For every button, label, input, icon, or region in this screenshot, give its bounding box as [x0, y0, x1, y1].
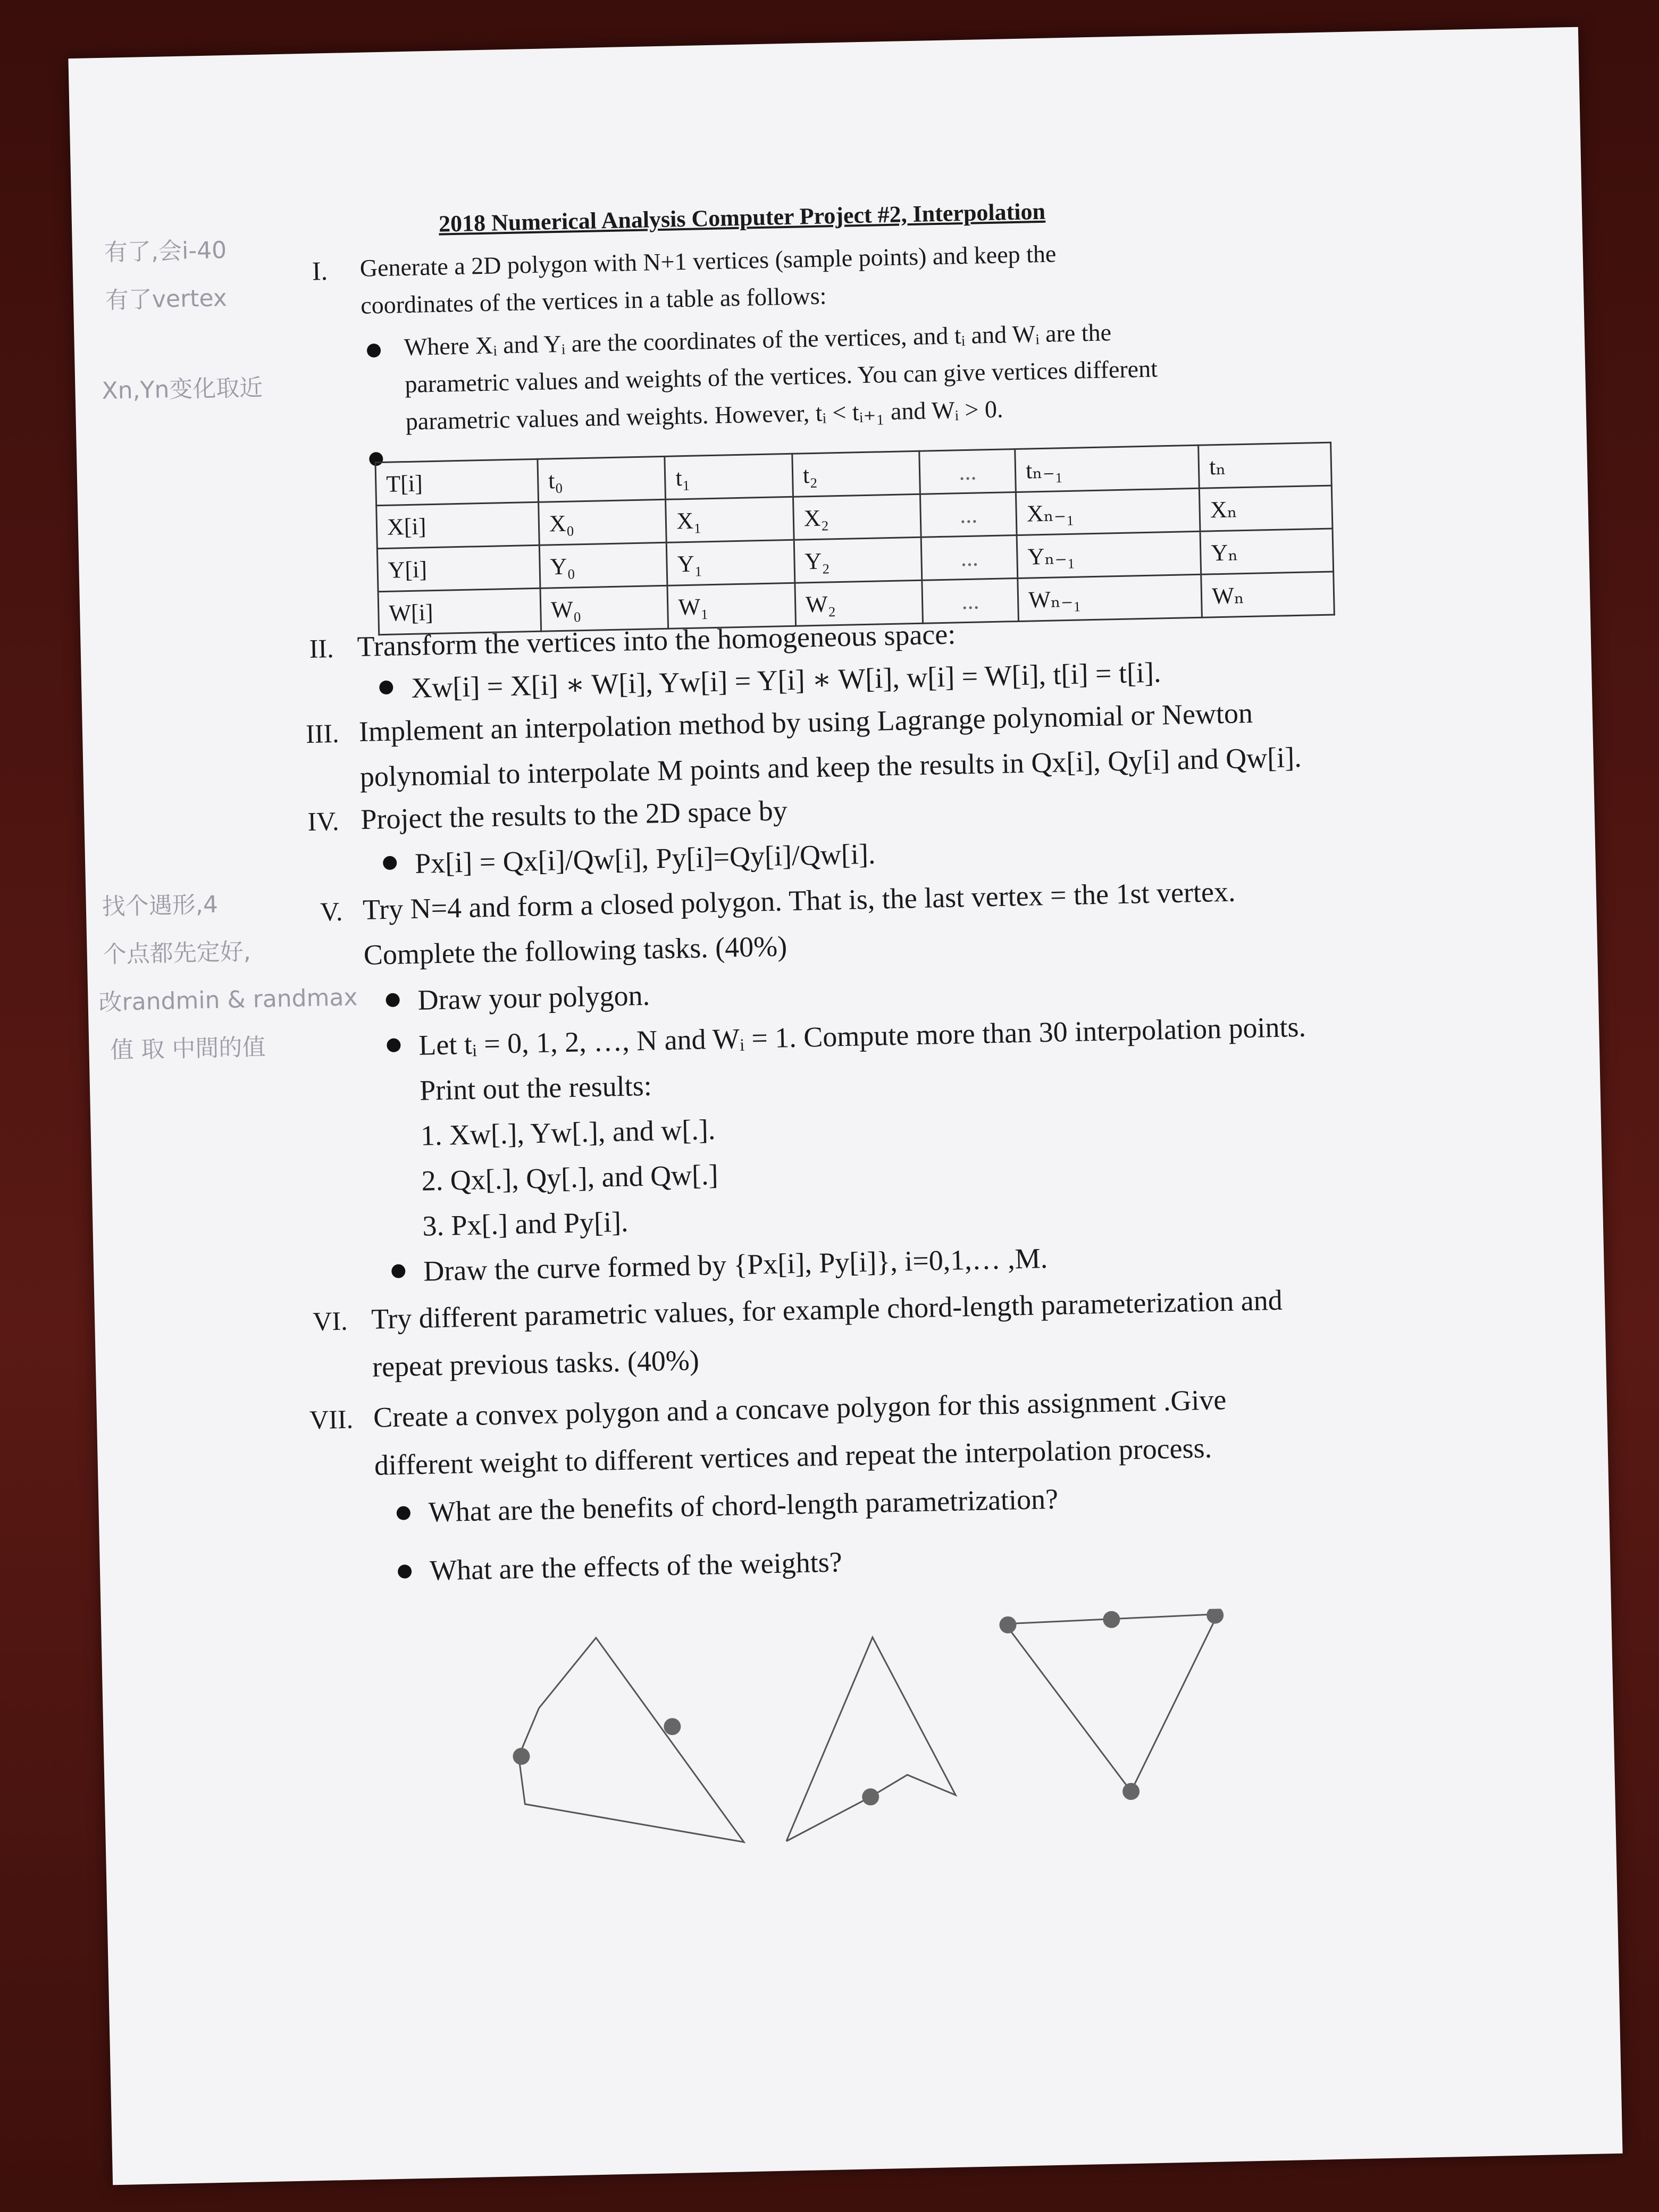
vertex-point — [1206, 1606, 1224, 1624]
table-cell: Wₙ₋₁ — [1018, 574, 1202, 621]
page-title: 2018 Numerical Analysis Computer Project #2, Interpolation — [438, 198, 1046, 237]
section-text: Try different parametric values, for example chord-length parameterization and — [371, 1284, 1283, 1335]
table-cell: T[i] — [375, 459, 539, 505]
bullet-text: What are the benefits of chord-length parametrization? — [428, 1482, 1059, 1528]
bullet-icon — [391, 1264, 406, 1278]
polygon-figure-2 — [782, 1636, 957, 1841]
bullet-text: Xw[i] = X[i] ∗ W[i], Yw[i] = Y[i] ∗ W[i], w[i] = W[i], t[i] = t[i]. — [410, 656, 1162, 704]
section-text: Transform the vertices into the homogeneous space: — [357, 618, 956, 663]
table-cell: W[i] — [378, 588, 541, 634]
list-item: 2. Qx[.], Qy[.], and Qw[.] — [421, 1159, 719, 1197]
table-cell: ... — [922, 578, 1019, 623]
polygon-figure-3 — [1005, 1614, 1221, 1794]
section-text: different weight to different vertices and repeat the interpolation process. — [374, 1431, 1212, 1481]
table-cell: Y[i] — [377, 545, 540, 591]
table-cell: Yₙ — [1200, 529, 1333, 574]
vertex-point — [1103, 1611, 1120, 1628]
section-number: VI. — [312, 1305, 348, 1337]
bullet-text: Draw your polygon. — [417, 979, 650, 1016]
section-number: VII. — [309, 1404, 354, 1435]
section-text: Project the results to the 2D space by — [360, 794, 788, 835]
section-number: II. — [309, 633, 334, 664]
paper-sheet — [68, 27, 1622, 2185]
table-cell: t₂ — [792, 451, 920, 497]
table-cell: t₁ — [665, 454, 793, 499]
table-cell: Y₀ — [539, 542, 667, 588]
bullet-icon — [397, 1506, 411, 1520]
section-text: repeat previous tasks. (40%) — [372, 1344, 700, 1383]
bullet-icon — [367, 343, 381, 358]
section-number: V. — [320, 896, 343, 927]
table-cell: X₀ — [538, 499, 666, 545]
vertex-point — [1122, 1783, 1140, 1800]
section-text: Implement an interpolation method by using Lagrange polynomial or Newton — [358, 697, 1253, 748]
section-text: Generate a 2D polygon with N+1 vertices (sample points) and keep the — [359, 240, 1057, 282]
table-cell: ... — [920, 492, 1017, 538]
table-cell: X₂ — [793, 494, 921, 540]
list-item: 3. Px[.] and Py[i]. — [422, 1205, 629, 1242]
table-cell: Y₂ — [794, 537, 922, 583]
table-cell: Yₙ₋₁ — [1017, 531, 1201, 578]
bullet-icon — [398, 1564, 412, 1579]
polygon-figures — [473, 1605, 1409, 1880]
section-number: I. — [312, 256, 328, 286]
vertex-point — [513, 1748, 530, 1765]
table-cell: Xₙ — [1200, 485, 1333, 531]
vertex-point — [664, 1718, 681, 1736]
bullet-text: Draw the curve formed by {Px[i], Py[i]}, i=0,1,… ,M. — [423, 1242, 1048, 1287]
table-cell: W₂ — [795, 580, 923, 626]
table-cell: X[i] — [376, 502, 540, 548]
section-number: IV. — [307, 806, 339, 837]
handwritten-note: 找个遇形,4 — [102, 891, 219, 921]
bullet-text: Px[i] = Qx[i]/Qw[i], Py[i]=Qy[i]/Qw[i]. — [414, 837, 876, 879]
table-cell: W₀ — [540, 585, 668, 631]
handwritten-note: 有了vertex — [105, 284, 228, 314]
section-number: III. — [305, 718, 340, 749]
table-cell: Y₁ — [667, 540, 795, 585]
table-cell: t₀ — [538, 456, 666, 502]
table-cell: tₙ₋₁ — [1015, 445, 1200, 492]
vertex-table — [374, 442, 1335, 636]
bullet-text: Print out the results: — [419, 1069, 652, 1107]
vertex-point — [862, 1788, 879, 1806]
bullet-icon — [379, 681, 393, 695]
handwritten-note: Xn,Yn变化取近 — [102, 374, 263, 405]
bullet-icon — [387, 1038, 401, 1052]
polygon-figure-1 — [516, 1635, 744, 1847]
bullet-text: Let tᵢ = 0, 1, 2, …, N and Wᵢ = 1. Compute more than 30 interpolation points. — [418, 1010, 1306, 1061]
handwritten-note: 值 取 中間的值 — [110, 1033, 266, 1064]
table-cell: W₁ — [667, 583, 795, 629]
section-text: Try N=4 and form a closed polygon. That is, the last vertex = the 1st vertex. — [362, 875, 1236, 926]
vertex-point — [999, 1616, 1017, 1633]
section-text: polynomial to interpolate M points and keep the results in Qx[i], Qy[i] and Qw[i]. — [359, 741, 1302, 793]
bullet-text: parametric values and weights of the vertices. You can give vertices different — [404, 355, 1158, 398]
table-cell: X₁ — [666, 497, 794, 542]
table-cell: Xₙ₋₁ — [1016, 488, 1201, 535]
handwritten-note: 改randmin & randmax — [98, 984, 358, 1017]
bullet-text: parametric values and weights. However, tᵢ < tᵢ₊₁ and Wᵢ > 0. — [405, 395, 1003, 435]
table-cell: ... — [919, 449, 1016, 495]
table-cell: tₙ — [1199, 442, 1331, 488]
section-text: Complete the following tasks. (40%) — [363, 930, 787, 971]
bullet-text: What are the effects of the weights? — [429, 1546, 843, 1587]
section-text: Create a convex polygon and a concave polygon for this assignment .Give — [373, 1384, 1227, 1434]
bullet-icon — [383, 856, 397, 870]
handwritten-note: 个点都先定好, — [103, 938, 252, 969]
handwritten-note: 有了,会i-40 — [104, 237, 227, 266]
list-item: 1. Xw[.], Yw[.], and w[.]. — [420, 1113, 716, 1152]
table-cell: ... — [921, 535, 1018, 581]
bullet-icon — [386, 993, 400, 1008]
section-text: coordinates of the vertices in a table as follows: — [360, 282, 827, 319]
table-cell: Wₙ — [1201, 572, 1334, 617]
bullet-text: Where Xᵢ and Yᵢ are the coordinates of the vertices, and tᵢ and Wᵢ are the — [404, 319, 1112, 361]
